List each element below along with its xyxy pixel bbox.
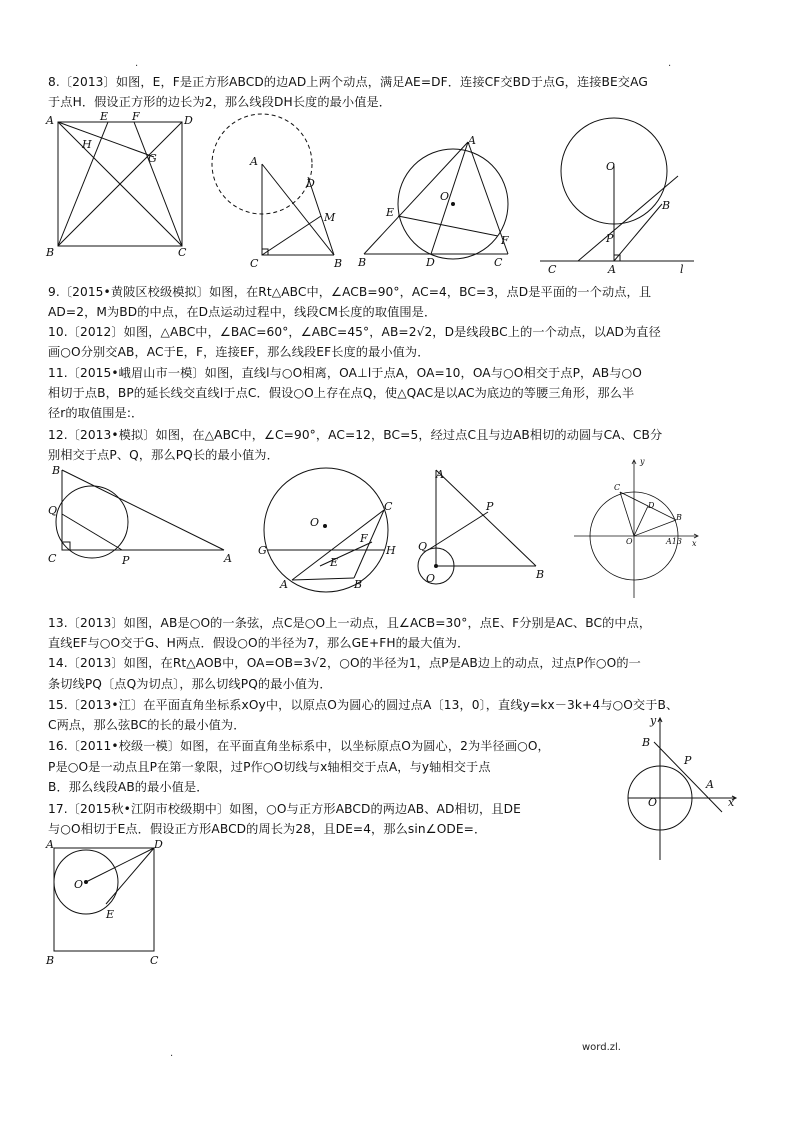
label-C: C <box>150 954 159 967</box>
problem-13-line-2: 直线EF与○O交于G、H两点．假设○O的半径为7，那么GE+FH的最大值为． <box>48 636 470 650</box>
label-H: H <box>386 544 396 557</box>
label-M: M <box>324 211 336 224</box>
label-B: B <box>536 568 545 581</box>
label-A: A <box>468 134 476 147</box>
label-F: F <box>360 532 368 545</box>
label-E: E <box>386 206 395 219</box>
label-A: A <box>436 468 444 481</box>
label-C: C <box>494 256 503 269</box>
figure-12 <box>44 462 244 568</box>
label-Q: Q <box>48 504 58 517</box>
problem-12-line-1: 12.〔2013•模拟〕如图，在△ABC中，∠C=90°，AC=12，BC=5，经过点C且与边AB相切的动圆与CA、CB分 <box>48 428 663 442</box>
label-P: P <box>684 754 692 767</box>
label-B: B <box>46 246 55 259</box>
label-x: x <box>728 796 735 809</box>
label-E: E <box>106 908 115 921</box>
problem-11-line-1: 11.〔2015•峨眉山市一模〕如图，直线l与○O相离，OA⊥l于点A，OA=10，OA与○O相交于点P，AB与○O <box>48 366 642 380</box>
label-A: A <box>608 263 616 276</box>
label-O: O <box>648 796 658 809</box>
figure-9 <box>210 113 350 273</box>
label-O: O <box>440 190 450 203</box>
label-x: x <box>692 539 697 548</box>
label-B: B <box>52 464 61 477</box>
figure-8 <box>44 112 194 260</box>
label-B: B <box>334 257 343 270</box>
label-P: P <box>486 500 494 513</box>
label-C: C <box>250 257 259 270</box>
problem-13-line-1: 13.〔2013〕如图，AB是○O的一条弦，点C是○O上一动点，且∠ACB=30°，点E、F分别是AC、BC的中点， <box>48 616 652 630</box>
label-O: O <box>310 516 320 529</box>
label-O: O <box>606 160 616 173</box>
problem-15-line-1: 15.〔2013•江〕在平面直角坐标系xOy中，以原点O为圆心的圆过点A〔13，0〕，直线y=kx－3k+4与○O交于B、 <box>48 698 679 712</box>
footer-text: word.zl. <box>582 1042 621 1053</box>
problem-16-line-3: B．那么线段AB的最小值是． <box>48 780 209 794</box>
problem-11-line-2: 相切于点B，BP的延长线交直线l于点C．假设○O上存在点Q，使△QAC是以AC为底边的等腰三角形，那么半 <box>48 386 635 400</box>
header-dot: . <box>668 58 672 69</box>
label-A: A <box>46 114 54 127</box>
label-H: H <box>82 138 92 151</box>
label-A13: A13 <box>666 537 682 546</box>
label-D: D <box>648 501 655 510</box>
label-C: C <box>384 500 393 513</box>
problem-15-line-2: C两点，那么弦BC的长的最小值为． <box>48 718 246 732</box>
problem-17-line-1: 17.〔2015秋•江阴市校级期中〕如图，○O与正方形ABCD的两边AB、AD相切，且DE <box>48 802 521 816</box>
label-B: B <box>662 199 671 212</box>
label-y: y <box>640 457 645 466</box>
label-E: E <box>330 556 339 569</box>
label-O: O <box>426 572 436 585</box>
problem-16-line-2: P是○O是一动点且P在第一象限，过P作○O切线与x轴相交于点A，与y轴相交于点 <box>48 760 491 774</box>
label-D: D <box>426 256 435 269</box>
figure-11 <box>534 118 704 276</box>
label-B: B <box>642 736 651 749</box>
label-Q: Q <box>418 540 428 553</box>
figure-17 <box>44 838 174 970</box>
label-D: D <box>184 114 193 127</box>
problem-8-line-1: 8.〔2013〕如图，E，F是正方形ABCD的边AD上两个动点，满足AE=DF．连接CF交BD于点G，连接BE交AG <box>48 75 648 89</box>
label-A: A <box>706 778 714 791</box>
problem-14-line-2: 条切线PQ〔点Q为切点〕，那么切线PQ的最小值为． <box>48 677 332 691</box>
label-l: l <box>680 263 684 276</box>
header-dot: . <box>135 58 139 69</box>
problem-10-line-1: 10.〔2012〕如图，△ABC中，∠BAC=60°，∠ABC=45°，AB=2√2，D是线段BC上的一个动点，以AD为直径 <box>48 325 661 339</box>
problem-9-line-1: 9.〔2015•黄陂区校级模拟〕如图，在Rt△ABC中，∠ACB=90°，AC=4，BC=3，点D是平面的一个动点，且 <box>48 285 652 299</box>
label-D: D <box>306 177 315 190</box>
problem-17-line-2: 与○O相切于E点．假设正方形ABCD的周长为28，且DE=4，那么sin∠ODE=． <box>48 822 487 836</box>
label-B: B <box>676 513 682 522</box>
label-O: O <box>626 537 633 546</box>
label-C: C <box>48 552 57 565</box>
label-B: B <box>358 256 367 269</box>
label-B: B <box>354 578 363 591</box>
label-F: F <box>132 110 140 123</box>
label-A: A <box>280 578 288 591</box>
label-A: A <box>224 552 232 565</box>
figure-14 <box>416 462 556 592</box>
label-A: A <box>46 838 54 851</box>
problem-16-line-1: 16.〔2011•校级一模〕如图，在平面直角坐标系中，以坐标原点O为圆心，2为半径画○O， <box>48 739 550 753</box>
figure-16 <box>622 712 746 864</box>
problem-11-line-3: 径r的取值围是:． <box>48 406 144 420</box>
problem-9-line-2: AD=2，M为BD的中点，在D点运动过程中，线段CM长度的取值围是． <box>48 305 437 319</box>
figure-10 <box>358 132 518 272</box>
problem-12-line-2: 别相交于点P、Q，那么PQ长的最小值为． <box>48 448 279 462</box>
label-A: A <box>250 155 258 168</box>
figure-15 <box>570 454 710 604</box>
figure-13 <box>254 462 404 602</box>
label-C: C <box>614 483 621 492</box>
label-C: C <box>178 246 187 259</box>
problem-14-line-1: 14.〔2013〕如图，在Rt△AOB中，OA=OB=3√2，○O的半径为1，点P是AB边上的动点，过点P作○O的一 <box>48 656 641 670</box>
label-P: P <box>606 232 614 245</box>
label-C: C <box>548 263 557 276</box>
label-E: E <box>100 110 109 123</box>
problem-10-line-2: 画○O分别交AB，AC于E，F，连接EF，那么线段EF长度的最小值为． <box>48 345 430 359</box>
footer-dot: . <box>170 1048 174 1059</box>
label-P: P <box>122 554 130 567</box>
label-y: y <box>650 714 657 727</box>
problem-8-line-2: 于点H．假设正方形的边长为2，那么线段DH长度的最小值是． <box>48 95 392 109</box>
label-G: G <box>148 152 157 165</box>
label-F: F <box>501 234 509 247</box>
label-B: B <box>46 954 55 967</box>
label-D: D <box>154 838 163 851</box>
label-O: O <box>74 878 84 891</box>
label-G: G <box>258 544 267 557</box>
